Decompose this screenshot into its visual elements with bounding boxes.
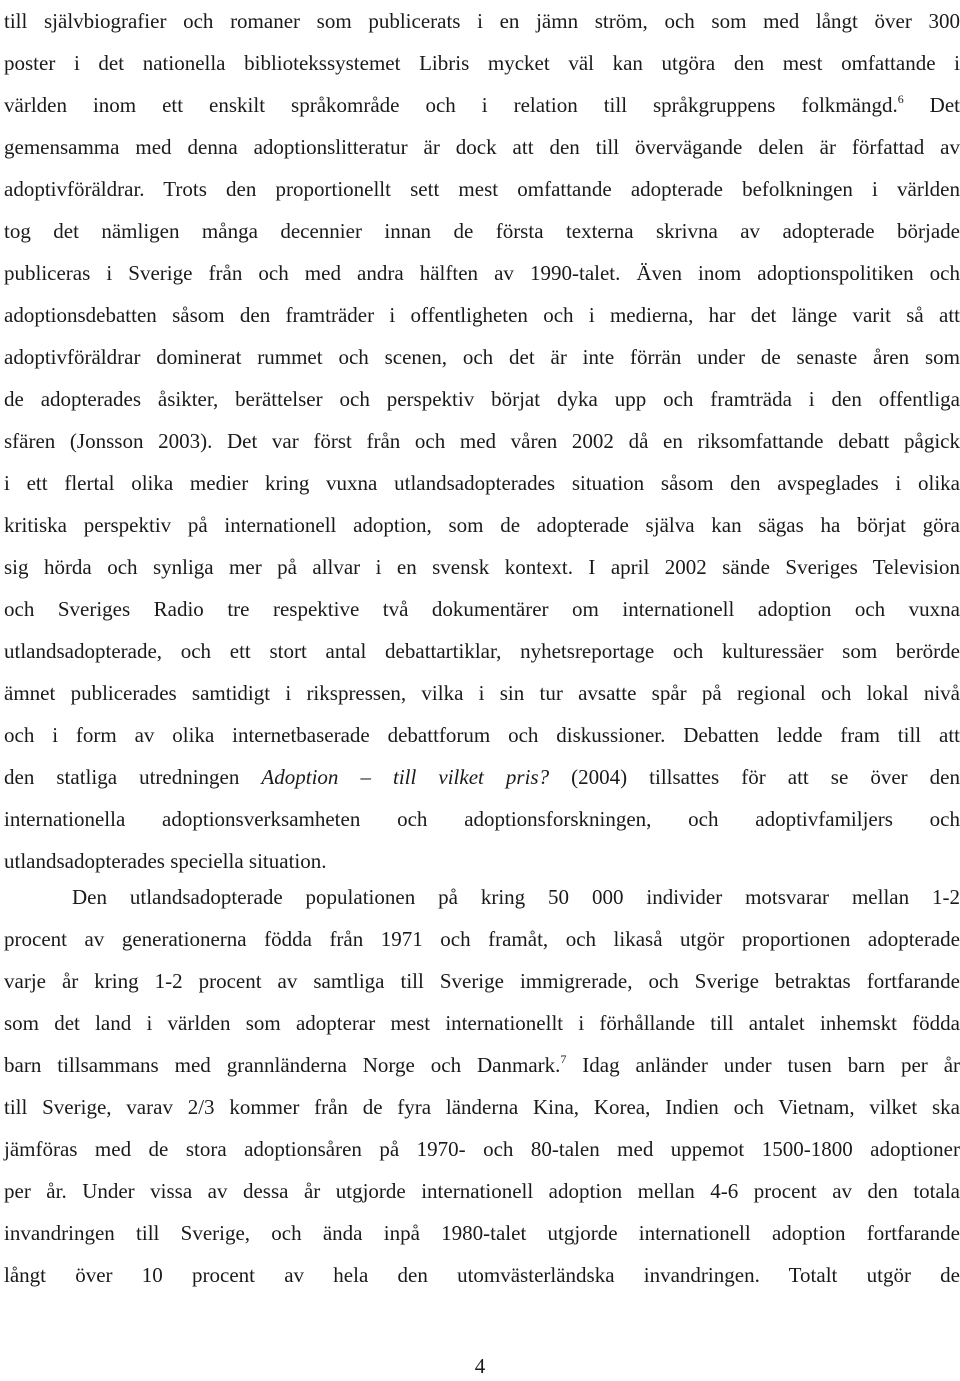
report-title: Adoption – till vilket pris?: [261, 765, 550, 789]
text-line: kritiska perspektiv på internationell adoption, som de adopterade själva kan sägas ha börjat göra: [4, 513, 960, 537]
text-line: tog det nämligen många decennier innan de första texterna skrivna av adopterade började: [4, 219, 960, 243]
text-segment: världen inom ett enskilt språkområde och i relation till språkgruppens folkmängd.: [4, 93, 898, 117]
text-line: [4, 756, 960, 798]
text-line: i ett flertal olika medier kring vuxna utlandsadopterades situation såsom den avspeglades i olika: [4, 471, 960, 495]
text-line: de adopterades åsikter, berättelser och perspektiv börjat dyka upp och framträda i den offentliga: [4, 387, 960, 411]
text-line: som det land i världen som adopterar mest internationellt i förhållande till antalet inhemskt födda: [4, 1011, 960, 1035]
text-line: utlandsadopterade, och ett stort antal debattartiklar, nyhetsreportage och kulturessäer som berörde: [4, 639, 960, 663]
paragraph-1: [4, 0, 960, 882]
text-line: publiceras i Sverige från och med andra hälften av 1990-talet. Även inom adoptionspolitiken och: [4, 261, 960, 285]
text-line: adoptivföräldrar. Trots den proportionellt sett mest omfattande adopterade befolkningen i världen: [4, 177, 960, 201]
footnote-ref: 6: [897, 92, 904, 106]
text-line: Den utlandsadopterade populationen på kring 50 000 individer motsvarar mellan 1-2: [72, 885, 960, 909]
text-line: till Sverige, varav 2/3 kommer från de fyra länderna Kina, Korea, Indien och Vietnam, vilket ska: [4, 1095, 960, 1119]
text-line: jämföras med de stora adoptionsåren på 1970- och 80-talen med uppemot 1500-1800 adoptioner: [4, 1137, 960, 1161]
text-segment: den statliga utredningen: [4, 765, 262, 789]
text-line: utlandsadopterades speciella situation.: [4, 849, 327, 873]
text-segment: Idag anländer under tusen barn per år: [566, 1053, 960, 1077]
page-number: 4: [474, 1354, 486, 1378]
text-line: [4, 84, 960, 126]
text-line: långt över 10 procent av hela den utomvästerländska invandringen. Totalt utgör de: [4, 1263, 960, 1287]
text-line: adoptionsdebatten såsom den framträder i offentligheten och i medierna, har det länge varit så att: [4, 303, 960, 327]
text-line: till självbiografier och romaner som publicerats i en jämn ström, och som med långt över 300: [4, 9, 960, 33]
text-line: sfären (Jonsson 2003). Det var först från och med våren 2002 då en riksomfattande debatt pågick: [4, 429, 960, 453]
text-line: adoptivföräldrar dominerat rummet och scenen, och det är inte förrän under de senaste åren som: [4, 345, 960, 369]
text-segment: barn tillsammans med grannländerna Norge och Danmark.: [4, 1053, 561, 1077]
text-line: internationella adoptionsverksamheten och adoptionsforskningen, och adoptivfamiljers och: [4, 807, 960, 831]
text-line: [4, 1044, 960, 1086]
footnote-ref: 7: [560, 1052, 567, 1066]
text-line: varje år kring 1-2 procent av samtliga till Sverige immigrerade, och Sverige betraktas fortfarande: [4, 969, 960, 993]
text-line: ämnet publicerades samtidigt i rikspressen, vilka i sin tur avsatte spår på regional och lokal nivå: [4, 681, 960, 705]
text-line: poster i det nationella bibliotekssystemet Libris mycket väl kan utgöra den mest omfattande i: [4, 51, 960, 75]
text-line: och i form av olika internetbaserade debattforum och diskussioner. Debatten ledde fram till att: [4, 723, 960, 747]
text-line: sig hörda och synliga mer på allvar i en svensk kontext. I april 2002 sände Sveriges Television: [4, 555, 960, 579]
text-line: procent av generationerna födda från 1971 och framåt, och likaså utgör proportionen adopterade: [4, 927, 960, 951]
text-line: gemensamma med denna adoptionslitteratur är dock att den till övervägande delen är författad av: [4, 135, 960, 159]
text-line: invandringen till Sverige, och ända inpå 1980-talet utgjorde internationell adoption fortfarande: [4, 1221, 960, 1245]
paragraph-2: [4, 876, 960, 1296]
text-segment: (2004) tillsattes för att se över den: [549, 765, 960, 789]
text-segment: Det: [903, 93, 960, 117]
text-line: per år. Under vissa av dessa år utgjorde internationell adoption mellan 4-6 procent av den totala: [4, 1179, 960, 1203]
text-line: och Sveriges Radio tre respektive två dokumentärer om internationell adoption och vuxna: [4, 597, 960, 621]
